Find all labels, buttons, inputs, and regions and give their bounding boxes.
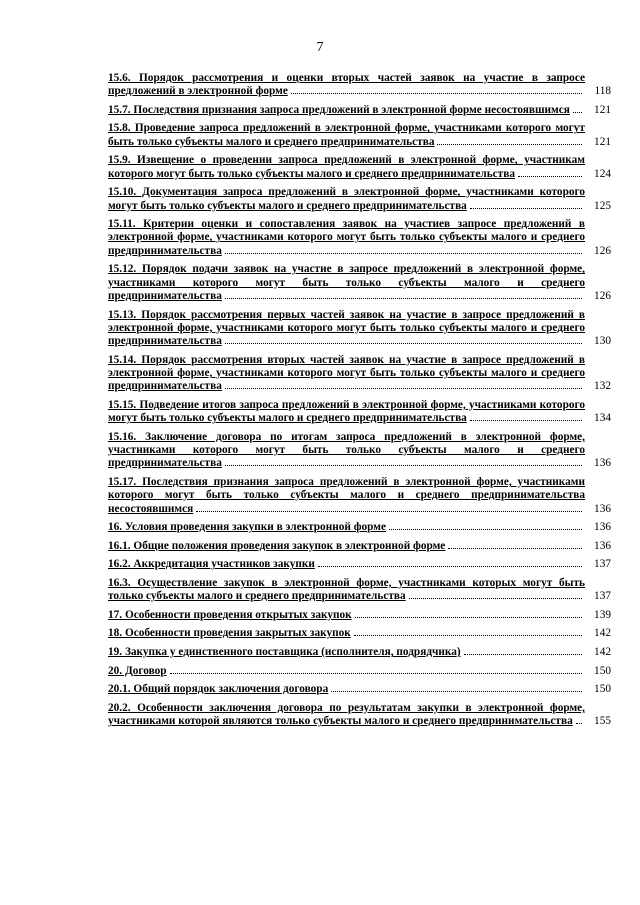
toc-entry-page: 150 [594, 664, 611, 677]
toc-entry[interactable] [108, 309, 611, 349]
dot-leader [354, 632, 582, 636]
dot-leader [576, 720, 582, 724]
dot-leader [196, 508, 582, 512]
toc-entry-title[interactable]: 15.9. Извещение о проведении запроса предложений в электронной форме, участникам которого могут быть только субъекты малого и среднего предпринимательства [108, 154, 585, 180]
toc-entry-page: 126 [594, 289, 611, 302]
toc-entry[interactable] [108, 72, 611, 99]
dot-leader [518, 173, 582, 177]
dot-leader [331, 688, 582, 692]
toc-entry-title[interactable]: 16.3. Осуществление закупок в электронной форме, участниками которых могут быть только субъекты малого и среднего предпринимательства [108, 576, 585, 603]
toc-entry-title[interactable]: 16. Условия проведения закупки в электронной форме [108, 521, 386, 534]
dot-leader [355, 614, 582, 618]
toc-entry-page: 130 [594, 335, 611, 348]
toc-entry-title[interactable]: 15.7. Последствия признания запроса предложений в электронной форме несостоявшимся [108, 103, 570, 116]
toc-entry[interactable] [108, 122, 611, 149]
toc-entry[interactable] [108, 218, 611, 258]
dot-leader [225, 340, 582, 344]
toc-entry-title[interactable]: 19. Закупка у единственного поставщика (исполнителя, подрядчика) [108, 646, 461, 659]
dot-leader [573, 109, 582, 113]
toc-entry[interactable] [108, 540, 611, 553]
toc-entry-page: 137 [594, 558, 611, 571]
toc-entry-page: 136 [594, 521, 611, 534]
toc-entry-page: 136 [594, 502, 611, 515]
toc-entry[interactable] [108, 665, 611, 678]
toc-entry-page: 150 [594, 683, 611, 696]
toc-entry-title[interactable]: 15.16. Заключение договора по итогам запроса предложений в электронной форме, участниками которого могут быть только субъекты малого и среднего предпринимательства [108, 430, 585, 470]
toc-entry-title[interactable]: 16.2. Аккредитация участников закупки [108, 558, 315, 571]
toc-entry-title[interactable]: 15.17. Последствия признания запроса предложений в электронной форме, участниками которого могут быть только субъекты малого и среднего предпринимательства несостоявшимся [108, 475, 585, 515]
toc-entry-title[interactable]: 20.2. Особенности заключения договора по результатам закупки в электронной форме, участниками которой являются только субъекты малого и среднего предпринимательства [108, 701, 585, 728]
dot-leader [318, 563, 582, 567]
toc-entry[interactable] [108, 154, 611, 181]
dot-leader [225, 295, 582, 299]
toc-entry[interactable] [108, 431, 611, 471]
toc-entry-page: 132 [594, 380, 611, 393]
dot-leader [448, 545, 582, 549]
dot-leader [170, 670, 582, 674]
dot-leader [389, 526, 582, 530]
toc-entry[interactable] [108, 558, 611, 571]
toc-entry[interactable] [108, 354, 611, 394]
toc-entry[interactable] [108, 263, 611, 303]
toc-entry[interactable] [108, 577, 611, 604]
toc-entry-page: 139 [594, 608, 611, 621]
toc-entry-title[interactable]: 18. Особенности проведения закрытых закупок [108, 627, 351, 640]
toc-entry[interactable] [108, 609, 611, 622]
toc-entry-page: 142 [594, 646, 611, 659]
toc-entry-page: 155 [594, 715, 611, 728]
toc-entry-page: 125 [594, 199, 611, 212]
toc-entry-title[interactable]: 16.1. Общие положения проведения закупок в электронной форме [108, 539, 446, 552]
toc-entry[interactable] [108, 521, 611, 534]
dot-leader [291, 90, 582, 94]
table-of-contents [108, 72, 611, 734]
toc-entry-title[interactable]: 15.13. Порядок рассмотрения первых частей заявок на участие в запросе предложений в электронной форме, участниками которого могут быть только субъекты малого и среднего предпринимательства [108, 308, 585, 348]
toc-entry-page: 136 [594, 457, 611, 470]
toc-entry-title[interactable]: 15.15. Подведение итогов запроса предложений в электронной форме, участниками которого могут быть только субъекты малого и среднего предпринимательства [108, 398, 585, 425]
dot-leader [225, 385, 582, 389]
toc-entry-title[interactable]: 20.1. Общий порядок заключения договора [108, 683, 329, 696]
dot-leader [470, 205, 582, 209]
toc-entry[interactable] [108, 702, 611, 729]
toc-entry[interactable] [108, 683, 611, 696]
page-number: 7 [316, 40, 324, 55]
dot-leader [409, 595, 582, 599]
toc-entry[interactable] [108, 104, 611, 117]
toc-entry-page: 118 [594, 85, 611, 98]
dot-leader [464, 651, 582, 655]
toc-entry-page: 126 [594, 244, 611, 257]
toc-entry-page: 124 [594, 167, 611, 180]
toc-entry-title[interactable]: 15.6. Порядок рассмотрения и оценки вторых частей заявок на участие в запросе предложений в электронной форме [108, 72, 585, 98]
toc-entry-page: 121 [594, 103, 611, 116]
toc-entry-page: 142 [594, 627, 611, 640]
toc-entry-title[interactable]: 15.14. Порядок рассмотрения вторых частей заявок на участие в запросе предложений в электронной форме, участниками которого могут быть только субъекты малого и среднего предпринимательства [108, 353, 585, 393]
toc-entry-page: 136 [594, 539, 611, 552]
toc-entry-title[interactable]: 15.12. Порядок подачи заявок на участие в запросе предложений в электронной форме, участниками которого могут быть только субъекты малого и среднего предпринимательства [108, 263, 585, 302]
toc-entry-title[interactable]: 15.8. Проведение запроса предложений в электронной форме, участниками которого могут быть только субъекты малого и среднего предпринимательства [108, 122, 585, 148]
toc-entry[interactable] [108, 186, 611, 213]
dot-leader [225, 250, 582, 254]
toc-entry-title[interactable]: 15.10. Документация запроса предложений в электронной форме, участниками которого могут быть только субъекты малого и среднего предпринимательства [108, 186, 585, 212]
toc-entry-page: 137 [594, 590, 611, 603]
toc-entry[interactable] [108, 627, 611, 640]
dot-leader [470, 417, 582, 421]
toc-entry-page: 134 [594, 412, 611, 425]
toc-entry[interactable] [108, 399, 611, 426]
toc-entry[interactable] [108, 476, 611, 516]
toc-entry-title[interactable]: 20. Договор [108, 664, 167, 677]
dot-leader [437, 141, 582, 145]
toc-entry-title[interactable]: 17. Особенности проведения открытых закупок [108, 608, 352, 621]
toc-entry-title[interactable]: 15.11. Критерии оценки и сопоставления заявок на участиев запросе предложений в электронной форме, участниками которого могут быть только субъекты малого и среднего предпринимательства [108, 218, 585, 257]
toc-entry[interactable] [108, 646, 611, 659]
toc-entry-page: 121 [594, 135, 611, 148]
dot-leader [225, 462, 582, 466]
